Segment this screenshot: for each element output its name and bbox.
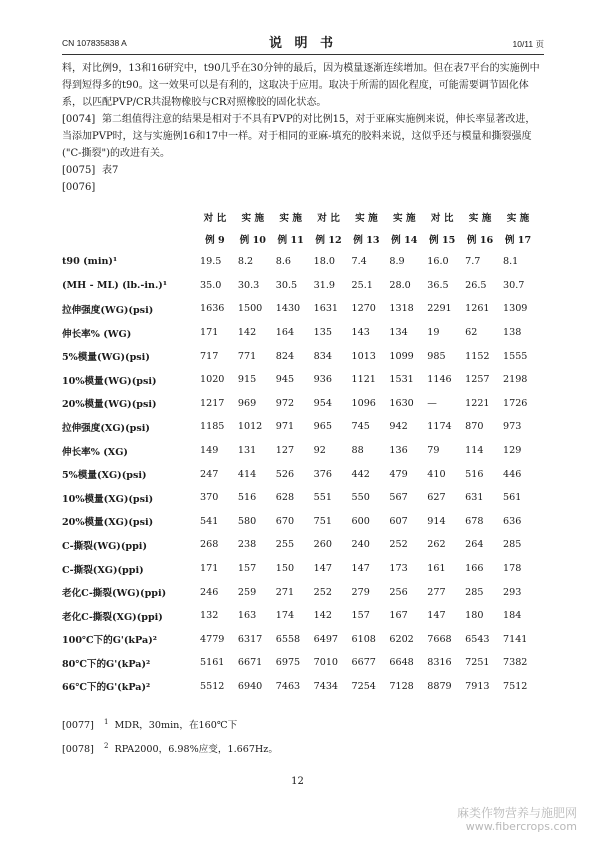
watermark-url: www.fibercrops.com [465,820,577,833]
table-row [62,557,537,581]
table-cell: 163 [237,610,257,622]
row-label: 66℃下的G'(kPa)² [62,682,151,694]
table-cell: 636 [503,515,522,527]
table-caption: 表7 [102,165,119,176]
table-cell: 973 [503,421,522,433]
table-cell: 114 [465,445,484,457]
footnotes [62,712,278,760]
header-corner [62,228,196,250]
table-cell: 607 [389,515,408,527]
table-cell: 1013 [351,350,376,362]
table-cell: 414 [237,468,257,480]
table-cell: 28.0 [389,279,411,291]
paragraph-0076 [62,179,544,196]
table-cell: 149 [200,445,219,457]
table-row [62,510,537,534]
table-cell: 1318 [389,303,414,315]
row-label: 拉伸强度(WG)(psi) [62,304,154,316]
table-cell: 88 [351,445,364,457]
table-cell: 410 [427,468,446,480]
table-cell: 79 [427,445,440,457]
table-cell: 516 [465,468,484,480]
table-cell: 670 [275,515,295,527]
table-cell: 173 [389,563,408,575]
table-row [62,274,537,298]
table-cell: 1270 [351,303,376,315]
table-row [62,368,537,392]
table-cell: 6940 [237,680,263,692]
table-row [62,628,537,652]
table-cell: 6558 [275,633,301,645]
header-corner [62,206,196,228]
row-label: 5%模量(XG)(psi) [62,470,147,482]
table-cell: 745 [351,421,370,433]
table-cell: 7.4 [351,256,367,268]
table-cell: 914 [427,515,446,527]
table-cell: 142 [237,327,257,339]
column-header: 实 施 [279,213,302,224]
table-cell: 1257 [465,374,490,386]
row-label: C-撕裂(XG)(ppi) [62,564,144,576]
table-cell: 150 [275,563,295,575]
footnote [62,712,278,736]
paragraph-tag: [0078] [62,744,94,756]
paragraph-tag: [0076] [62,182,96,193]
table-row [62,321,537,345]
table-cell: 5161 [200,657,225,669]
table-cell: 35.0 [200,279,222,291]
table-cell: 166 [465,563,484,575]
table-cell: 240 [351,539,370,551]
table-cell: 6202 [389,633,414,645]
table-cell: 167 [389,610,408,622]
table-cell: 157 [351,610,370,622]
table-cell: 25.1 [351,279,373,291]
table-cell: 279 [351,586,370,598]
table-cell: 631 [465,492,484,504]
table-cell: 1012 [237,421,263,433]
table-cell: 1726 [503,397,528,409]
table-cell: 1096 [351,397,376,409]
table-cell: 26.5 [465,279,487,291]
table-cell: 7010 [313,657,339,669]
table-cell: 628 [275,492,295,504]
table-cell: 31.9 [313,279,335,291]
table-cell: 62 [465,327,478,339]
column-header: 例 11 [277,235,304,246]
table-body [62,250,537,698]
table-cell: 252 [313,586,332,598]
table-cell: 1174 [427,421,452,433]
table-cell: 8879 [427,680,452,692]
table-row [62,439,537,463]
table-cell: 171 [200,563,219,575]
table-cell: 1630 [389,397,414,409]
table-cell: 370 [200,492,219,504]
header-divider [62,54,544,55]
table-cell: 138 [503,327,522,339]
table-cell: 751 [313,515,332,527]
table-cell: 19.5 [200,256,222,268]
table-cell: 526 [275,468,295,480]
table-cell: 972 [275,397,295,409]
row-label: 伸长率% (XG) [62,446,128,458]
footnote [62,736,278,760]
paragraph-continued [62,60,544,111]
table-cell: 6317 [237,633,263,645]
column-header: 实 施 [393,213,416,224]
table-cell: 36.5 [427,279,449,291]
table-cell: 442 [351,468,370,480]
table-cell: 1217 [200,397,225,409]
row-label: 伸长率% (WG) [62,328,132,340]
row-label: 拉伸强度(XG)(psi) [62,422,150,434]
table-cell: 285 [465,586,484,598]
table-cell: 580 [237,515,257,527]
table-header [62,206,537,250]
table-cell: 174 [275,610,295,622]
row-label: 100℃下的G'(kPa)² [62,635,157,647]
table-cell: 252 [389,539,408,551]
table-cell: 550 [351,492,370,504]
table-cell: 1152 [465,350,490,362]
column-header: 例 12 [315,235,342,246]
table-cell: 7382 [503,657,528,669]
table-cell: 147 [313,563,332,575]
table-cell: 1221 [465,397,490,409]
table-cell: 376 [313,468,332,480]
column-header: 对 比 [317,213,340,224]
table-cell: 936 [313,374,332,386]
table-cell: 6648 [389,657,414,669]
table-cell: 945 [275,374,295,386]
table-cell: 1631 [313,303,339,315]
table-cell: 551 [313,492,332,504]
table-cell: 271 [275,586,295,598]
document-title: 说 明 书 [268,36,338,51]
table-cell: 516 [237,492,257,504]
row-label: 20%模量(XG)(psi) [62,517,154,529]
paragraph-0074 [62,111,544,162]
table-cell: 18.0 [313,256,335,268]
table-cell: 870 [465,421,484,433]
table-cell: 285 [503,539,522,551]
table-cell: 678 [465,515,484,527]
table-row [62,392,537,416]
row-label: 20%模量(WG)(psi) [62,399,157,411]
publication-number: CN 107835838 A [62,38,127,48]
table-cell: 717 [200,350,219,362]
footnote-marker: 1 [104,718,109,726]
paragraph-text: 第二组值得注意的结果是相对于不具有PVP的对比例15，对于亚麻实施例来说，伸长率显著改进，当添加PVP时，这与实施例16和17中一样。对于相同的亚麻-填充的胶料来说，这似乎还与模量和撕裂强度("C-撕裂")的改进有关。 [62,114,536,159]
page-number: 12 [291,776,304,787]
row-label: 老化C-撕裂(WG)(ppi) [62,588,167,600]
column-header: 实 施 [506,213,530,224]
table-cell: 971 [275,421,295,433]
table-row [62,344,537,368]
table-cell: 7913 [465,680,490,692]
table-cell: 147 [427,610,446,622]
table-cell: 147 [351,563,370,575]
table-cell: 479 [389,468,408,480]
column-header: 实 施 [468,213,492,224]
table-row [62,651,537,675]
table-cell: 7668 [427,633,452,645]
column-header: 实 施 [241,213,265,224]
table-row [62,604,537,628]
table-cell: 131 [237,445,257,457]
table-cell: 965 [313,421,332,433]
table-cell: 8.1 [503,256,519,268]
column-header: 例 14 [391,235,418,246]
table-cell: 2198 [503,374,528,386]
column-header: 实 施 [355,213,378,224]
table-cell: 6677 [351,657,376,669]
table-cell: 7141 [503,633,528,645]
column-header: 对 比 [430,213,454,224]
watermark [457,806,577,834]
table-cell: 834 [313,350,332,362]
table-cell: 1146 [427,374,452,386]
table-cell: 771 [237,350,257,362]
column-header: 例 16 [466,235,494,246]
table-cell: 969 [237,397,257,409]
table-cell: 600 [351,515,370,527]
table-cell: 824 [275,350,295,362]
table-row [62,462,537,486]
column-header: 例 10 [239,235,266,246]
footnote-text: MDR，30min，在160℃下 [114,720,238,732]
table-cell: 1121 [351,374,376,386]
table-cell: — [427,397,437,409]
paragraph-text: 料，对比例9，13和16研究中，t90几乎在30分钟的最后，因为模量逐渐连续增加。但在表7平台的实施例中得到短得多的t90。这一效果可以是有利的，这取决于应用。取决于所需的固化程度，可能需要调节固化体系，以匹配PVP/CR共混物橡胶与CR对照橡胶的固化状态。 [62,63,540,108]
table-cell: 8316 [427,657,452,669]
table-cell: 19 [427,327,440,339]
table-cell: 7463 [275,680,301,692]
table-cell: 246 [200,586,219,598]
table-cell: 180 [465,610,484,622]
table-cell: 4779 [200,633,225,645]
row-label: 5%模量(WG)(psi) [62,352,150,364]
table-row [62,297,537,321]
column-header: 例 15 [429,235,456,246]
table-cell: 1531 [389,374,414,386]
table-cell: 8.9 [389,256,405,268]
table-cell: 7128 [389,680,414,692]
table-cell: 277 [427,586,446,598]
page-info: 10/11 页 [512,39,544,49]
table-cell: 1309 [503,303,528,315]
body-text [62,60,544,196]
table-cell: 1261 [465,303,490,315]
table-cell: 5512 [200,680,225,692]
table-cell: 16.0 [427,256,449,268]
table-row [62,580,537,604]
table-cell: 135 [313,327,332,339]
table-cell: 6543 [465,633,490,645]
table-cell: 1099 [389,350,414,362]
table-cell: 30.5 [275,279,298,291]
table-cell: 142 [313,610,332,622]
table-cell: 132 [200,610,219,622]
table-cell: 247 [200,468,219,480]
table-cell: 143 [351,327,370,339]
table-cell: 6671 [237,657,263,669]
table-cell: 541 [200,515,219,527]
table-cell: 915 [237,374,257,386]
table-cell: 92 [313,445,326,457]
table-cell: 7.7 [465,256,481,268]
table-cell: 627 [427,492,446,504]
table-cell: 238 [237,539,257,551]
paragraph-tag: [0074] [62,114,96,125]
table-cell: 157 [237,563,257,575]
results-table [62,206,537,698]
table-cell: 129 [503,445,522,457]
table-cell: 134 [389,327,408,339]
column-header: 对 比 [203,213,227,224]
table-cell: 1430 [275,303,301,315]
table-cell: 8.6 [275,256,292,268]
table-cell: 30.7 [503,279,525,291]
paragraph-0075 [62,162,544,179]
paragraph-tag: [0077] [62,720,94,732]
page-header [62,32,544,52]
table-row [62,486,537,510]
table-cell: 7251 [465,657,490,669]
table-cell: 164 [275,327,295,339]
table-cell: 7434 [313,680,339,692]
row-label: C-撕裂(WG)(ppi) [62,540,147,552]
table-cell: 260 [313,539,332,551]
column-header: 例 13 [353,235,380,246]
table-cell: 6497 [313,633,339,645]
table-cell: 7512 [503,680,528,692]
table-cell: 1636 [200,303,225,315]
row-label: 10%模量(XG)(psi) [62,493,154,505]
table-cell: 2291 [427,303,452,315]
table-cell: 7254 [351,680,376,692]
table-cell: 567 [389,492,408,504]
table-cell: 127 [275,445,295,457]
column-header: 例 9 [205,235,225,246]
header-row-2 [62,228,537,250]
table-cell: 6108 [351,633,376,645]
table-cell: 6975 [275,657,301,669]
watermark-name: 麻类作物营养与施肥网 [456,806,577,820]
row-label: 老化C-撕裂(XG)(ppi) [62,611,163,623]
table-cell: 256 [389,586,408,598]
table-cell: 30.3 [237,279,260,291]
footnote-text: RPA2000，6.98%应变，1.667Hz。 [114,744,278,756]
table-cell: 954 [313,397,332,409]
table-cell: 1555 [503,350,528,362]
table-cell: 255 [275,539,295,551]
table-cell: 136 [389,445,408,457]
table-cell: 293 [503,586,522,598]
table-cell: 259 [237,586,257,598]
table-cell: 8.2 [237,256,254,268]
header-row-1 [62,206,537,228]
table-row [62,250,537,274]
table-row [62,675,537,699]
table-cell: 268 [200,539,219,551]
table-cell: 561 [503,492,522,504]
table-cell: 184 [503,610,522,622]
table-cell: 985 [427,350,446,362]
table-cell: 1185 [200,421,225,433]
row-label: (MH - ML) (lb.-in.)¹ [62,279,168,291]
column-header: 例 17 [504,235,532,246]
table-row [62,415,537,439]
table-cell: 446 [503,468,522,480]
table-cell: 171 [200,327,219,339]
footnote-marker: 2 [104,742,109,751]
paragraph-tag: [0075] [62,165,96,176]
row-label: 80℃下的G'(kPa)² [62,658,151,670]
table-cell: 262 [427,539,446,551]
table-row [62,533,537,557]
table-cell: 264 [465,539,484,551]
table-cell: 942 [389,421,408,433]
table-cell: 1500 [237,303,263,315]
table-cell: 161 [427,563,446,575]
row-label: 10%模量(WG)(psi) [62,375,157,387]
table-cell: 1020 [200,374,225,386]
row-label: t90 (min)¹ [62,256,118,268]
table-cell: 178 [503,563,522,575]
